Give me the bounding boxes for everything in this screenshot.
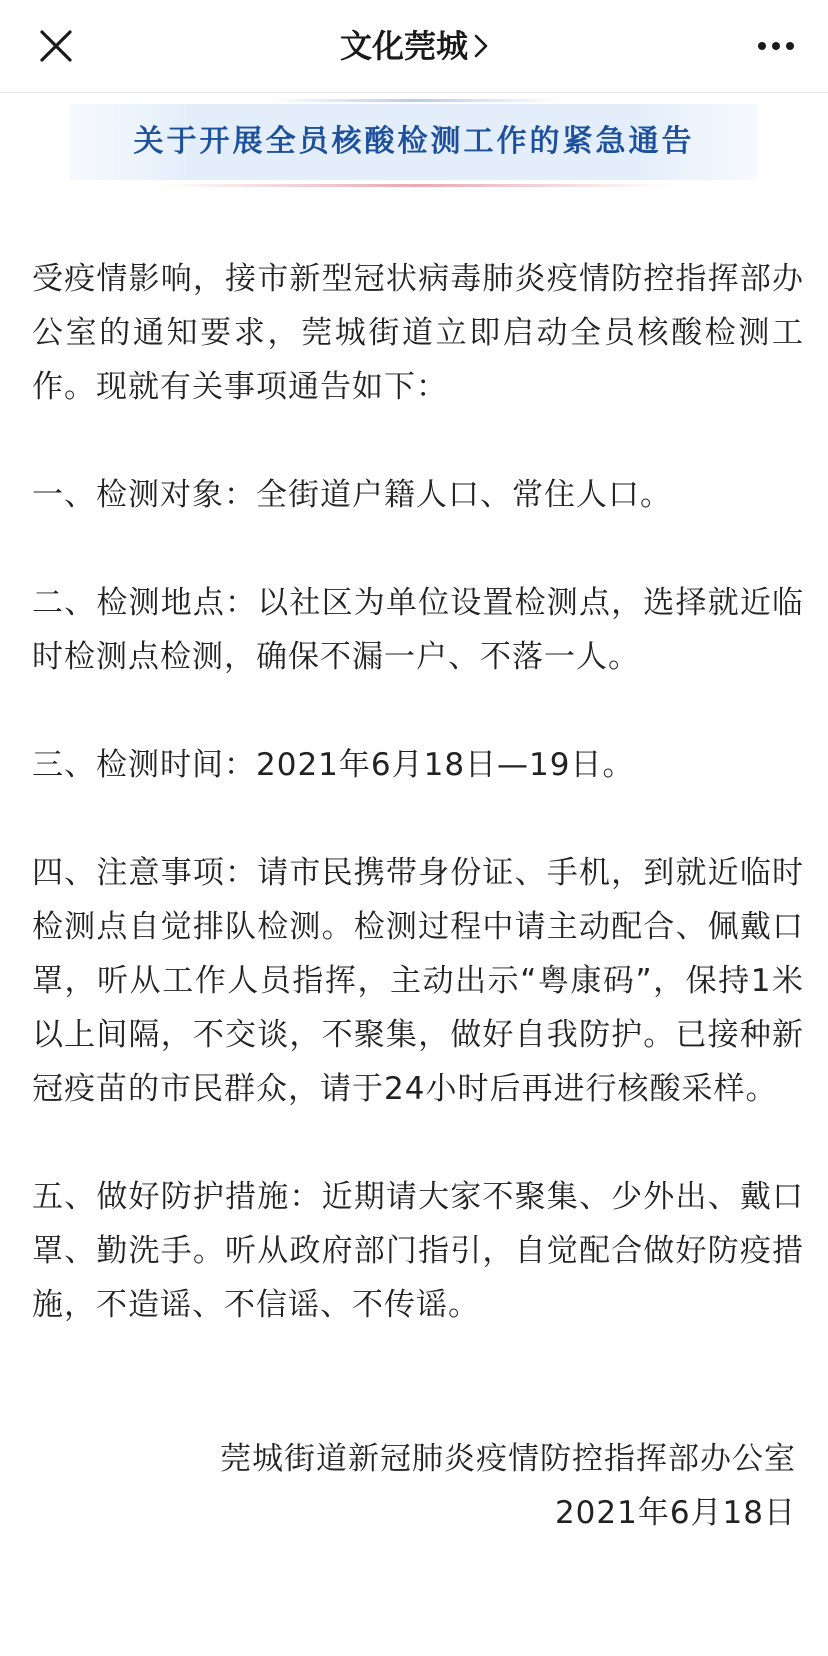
- item-4-paragraph: 四、注意事项：请市民携带身份证、手机，到就近临时检测点自觉排队检测。检测过程中请主动配合、佩戴口罩，听从工作人员指挥，主动出示“粤康码”，保持1米以上间隔，不交谈，不聚集，做好自我防护。已接种新冠疫苗的市民群众，请于24小时后再进行核酸采样。: [32, 855, 804, 1107]
- article-title: 关于开展全员核酸检测工作的紧急通告: [133, 124, 695, 159]
- signature-block: [220, 1432, 796, 1540]
- more-options-icon[interactable]: [756, 34, 796, 58]
- account-name-link[interactable]: [340, 22, 488, 70]
- article-body: [32, 252, 804, 1386]
- banner-decoration-bottom: [160, 184, 670, 187]
- item-5-paragraph: 五、做好防护措施：近期请大家不聚集、少外出、戴口罩、勤洗手。听从政府部门指引，自觉配合做好防疫措施，不造谣、不信谣、不传谣。: [32, 1179, 804, 1323]
- intro-paragraph: 受疫情影响，接市新型冠状病毒肺炎疫情防控指挥部办公室的通知要求，莞城街道立即启动全员核酸检测工作。现就有关事项通告如下：: [32, 261, 804, 405]
- item-1-paragraph: 一、检测对象：全街道户籍人口、常住人口。: [32, 477, 672, 513]
- top-navigation-bar: [0, 0, 828, 93]
- account-title-area: [0, 22, 828, 70]
- item-3-paragraph: 三、检测时间：2021年6月18日—19日。: [32, 747, 635, 783]
- chevron-right-icon: [474, 33, 488, 59]
- account-name: 文化莞城: [339, 27, 468, 65]
- banner-decoration-top: [270, 99, 560, 102]
- item-2-paragraph: 二、检测地点：以社区为单位设置检测点，选择就近临时检测点检测，确保不漏一户、不落一人。: [32, 585, 804, 675]
- signature-date: 2021年6月18日: [554, 1495, 796, 1531]
- article-title-banner: [70, 104, 758, 180]
- signature-organization: 莞城街道新冠肺炎疫情防控指挥部办公室: [220, 1441, 796, 1477]
